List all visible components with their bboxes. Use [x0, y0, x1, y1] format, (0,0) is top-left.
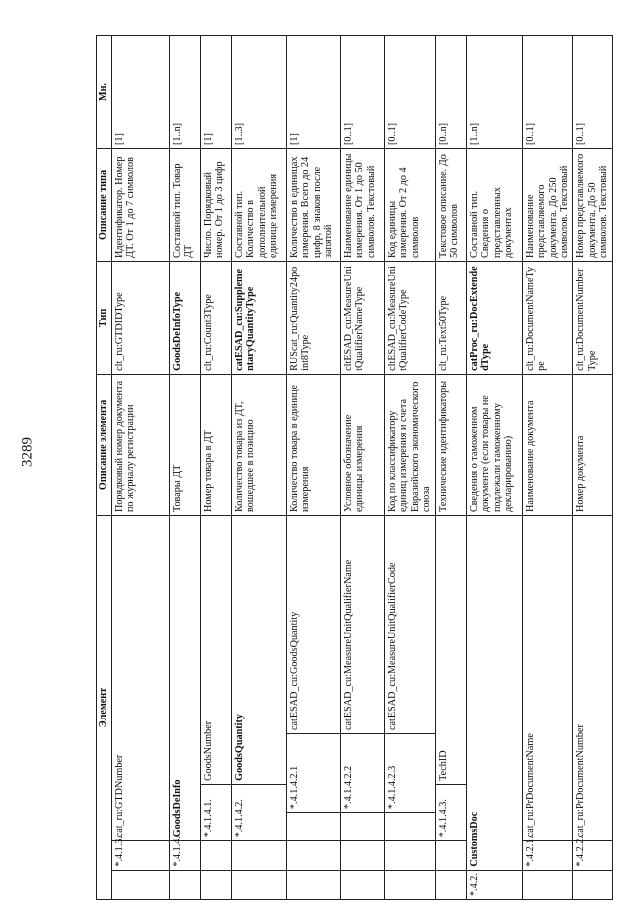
row-number: *.4.1.3.: [112, 841, 170, 870]
element-description: Номер товара в ДТ: [201, 374, 232, 515]
element-type: catESAD_cu:SupplementaryQuantityType: [232, 261, 287, 374]
table-row: [522, 36, 573, 900]
element-name: catESAD_cu:GoodsQuantity: [287, 516, 341, 734]
type-description: Текстовое описание. До 50 символов: [435, 149, 466, 262]
element-description: Количество товара из ДТ, вошедшее в позицию: [232, 374, 287, 515]
multiplicity: [1..n]: [466, 36, 522, 149]
element-name: GoodsQuantity: [232, 516, 287, 785]
element-description: Количество товара в единице измерения: [287, 374, 341, 515]
type-description: Номер представляемого документа. До 50 символов. Текстовый: [573, 149, 613, 262]
element-name: cat_ru:GTDNumber: [112, 516, 170, 841]
header-element: Элемент: [97, 516, 112, 900]
row-number: *.4.2.1.: [522, 841, 573, 870]
multiplicity: [0..1]: [573, 36, 613, 149]
table-row: [170, 36, 201, 900]
element-type: RUScat_ru:Quantity24point8Type: [287, 261, 341, 374]
multiplicity: [1]: [112, 36, 170, 149]
row-number: *.4.1.4.2.3: [385, 734, 436, 813]
element-type: cltESAD_cu:MeasureUnitQualifierCodeType: [385, 261, 436, 374]
element-name: CustomsDoc: [466, 516, 522, 871]
type-description: Составной тип. Количество в дополнительной единице измерения: [232, 149, 287, 262]
table-row: [201, 36, 232, 900]
element-type: clt_ru:Text50Type: [435, 261, 466, 374]
element-description: Товары ДТ: [170, 374, 201, 515]
header-element-desc: Описание элемента: [97, 374, 112, 515]
multiplicity: [0..1]: [385, 36, 436, 149]
table-row: [232, 36, 287, 900]
rotated-page: [96, 35, 608, 900]
multiplicity: [1..3]: [232, 36, 287, 149]
type-description: Составной тип. Товар ДТ: [170, 149, 201, 262]
multiplicity: [0..n]: [435, 36, 466, 149]
page-number: 3289: [19, 437, 36, 467]
header-mn: Мн.: [97, 36, 112, 149]
type-description: Составной тип. Сведения о представленных документах: [466, 149, 522, 262]
row-number: *.4.1.4.2.1: [287, 734, 341, 813]
row-number: *.4.2.: [466, 870, 522, 899]
element-description: Порядковый номер документа по журналу регистрации: [112, 374, 170, 515]
table-row: [435, 36, 466, 900]
element-description: Номер документа: [573, 374, 613, 515]
type-description: Наименование единицы измерения. От 1 до 50 символов. Текстовый: [341, 149, 385, 262]
element-name: cat_ru:PrDocumentNumber: [573, 516, 613, 841]
element-type: clt_ru:Count3Type: [201, 261, 232, 374]
element-description: Условное обозначение единицы измерения: [341, 374, 385, 515]
multiplicity: [1]: [287, 36, 341, 149]
element-name: GoodsDeInfo: [170, 516, 201, 841]
type-description: Идентификатор. Номер ДТ. От 1 до 7 символов: [112, 149, 170, 262]
table-row: [341, 36, 385, 900]
header-type-desc: Описание типа: [97, 149, 112, 262]
row-number: *.4.1.4.2.2: [341, 734, 385, 813]
multiplicity: [0..1]: [522, 36, 573, 149]
element-type: clt_ru:DocumentNumberType: [573, 261, 613, 374]
element-name: TechID: [435, 516, 466, 785]
table-row: [112, 36, 170, 900]
multiplicity: [1]: [201, 36, 232, 149]
header-type: Тип: [97, 261, 112, 374]
element-name: cat_ru:PrDocumentName: [522, 516, 573, 841]
table-row: [385, 36, 436, 900]
element-type: clt_ru:GTDIDType: [112, 261, 170, 374]
element-description: Сведения о таможенном документе (если товары не подлежали таможенному декларированию): [466, 374, 522, 515]
schema-table: [96, 35, 613, 900]
element-name: GoodsNumber: [201, 516, 232, 785]
multiplicity: [0..1]: [341, 36, 385, 149]
table-row: [466, 36, 522, 900]
type-description: Код единицы измерения. От 2 до 4 символов: [385, 149, 436, 262]
element-description: Наименование документа: [522, 374, 573, 515]
type-description: Наименование представляемого документа. До 250 символов. Текстовый: [522, 149, 573, 262]
table-row: [573, 36, 613, 900]
element-name: catESAD_cu:MeasureUnitQualifierCode: [385, 516, 436, 734]
element-type: clt_ru:DocumentNameType: [522, 261, 573, 374]
type-description: Количество в единицах измерения. Всего до 24 цифр, 8 знаков после запятой: [287, 149, 341, 262]
row-number: *.4.1.4.3.: [435, 784, 466, 840]
row-number: *.4.2.2.: [573, 841, 613, 870]
element-type: GoodsDeInfoType: [170, 261, 201, 374]
table-header: [97, 36, 112, 900]
row-number: *.4.1.4.: [170, 841, 201, 870]
element-type: cltESAD_cu:MeasureUnitQualifierNameType: [341, 261, 385, 374]
element-name: catESAD_cu:MeasureUnitQualifierName: [341, 516, 385, 734]
element-type: catProc_ru:DocExtendedType: [466, 261, 522, 374]
table-row: [287, 36, 341, 900]
row-number: *.4.1.4.2.: [232, 784, 287, 840]
element-description: Технические идентификаторы: [435, 374, 466, 515]
row-number: *.4.1.4.1.: [201, 784, 232, 840]
multiplicity: [1..n]: [170, 36, 201, 149]
type-description: Число. Порядковый номер. От 1 до 3 цифр: [201, 149, 232, 262]
element-description: Код по классификатору единиц измерения и счета Евразийского экономического союза: [385, 374, 436, 515]
